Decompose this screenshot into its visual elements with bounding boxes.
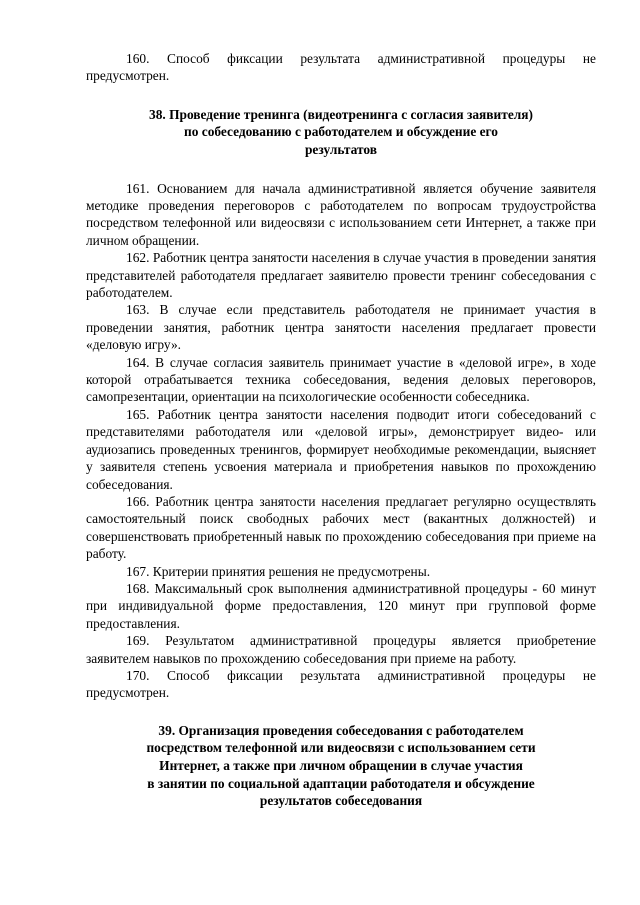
paragraph-167: 167. Критерии принятия решения не предусмотрены. xyxy=(126,563,431,579)
section-38-heading-line-1: 38. Проведение тренинга (видеотренинга с согласия заявителя) xyxy=(149,106,533,122)
document-page xyxy=(86,50,596,810)
section-39-heading-line-4: в занятии по социальной адаптации работодателя и обсуждение xyxy=(147,775,535,791)
section-39-heading-line-1: 39. Организация проведения собеседования с работодателем xyxy=(158,722,524,738)
section-39-heading-line-2: посредством телефонной или видеосвязи с использованием сети xyxy=(146,740,536,756)
paragraph-170: 170. Способ фиксации результата административной процедуры не предусмотрен. xyxy=(86,667,596,701)
section-38-heading-line-2: по собеседованию с работодателем и обсуждение его xyxy=(184,124,498,140)
paragraph-165: 165. Работник центра занятости населения подводит итоги собеседований с представителями работодателя или «деловой игры», демонстрирует видео- или аудиозапись проведенных тренингов, формирует необходимые рекомендации, выясняет у заявителя степень усвоения материала и приобретения навыков по прохождению собеседования. xyxy=(86,406,596,492)
paragraph-164: 164. В случае согласия заявитель принимает участие в «деловой игре», в ходе которой отрабатывается техника собеседования, ведения деловых переговоров, самопрезентации, ориентации на психологические особенности собеседника. xyxy=(86,354,596,405)
paragraph-160: 160. Способ фиксации результата административной процедуры не предусмотрен. xyxy=(86,51,596,84)
paragraph-161: 161. Основанием для начала административной является обучение заявителя методике проведения переговоров с работодателем по вопросам трудоустройства посредством телефонной или видеосвязи с использованием сети Интернет, а также при личном обращении. xyxy=(86,180,596,248)
section-39-heading-line-5: результатов собеседования xyxy=(259,793,423,809)
paragraph-166: 166. Работник центра занятости населения предлагает регулярно осуществлять самостоятельный поиск свободных рабочих мест (вакантных должностей) и совершенствовать приобретенный навык по прохождению собеседования при приеме на работу. xyxy=(86,493,596,562)
section-39-heading-line-3: Интернет, а также при личном обращении в случае участия xyxy=(159,757,523,773)
paragraph-169: 169. Результатом административной процедуры является приобретение заявителем навыков по прохождению собеседования при приеме на работу. xyxy=(86,633,596,666)
paragraph-168: 168. Максимальный срок выполнения административной процедуры - 60 минут при индивидуальной форме предоставления, 120 минут при групповой форме предоставления. xyxy=(86,580,596,631)
section-39-heading xyxy=(86,722,596,810)
paragraph-163: 163. В случае если представитель работодателя не принимает участия в проведении занятия, работник центра занятости населения предлагает провести «деловую игру». xyxy=(86,302,596,353)
paragraph-162: 162. Работник центра занятости населения в случае участия в проведении занятия представителей работодателя предлагает заявителю провести тренинг собеседования с работодателем. xyxy=(86,250,596,301)
section-38-heading-line-3: результатов xyxy=(304,142,378,157)
section-38-heading xyxy=(86,106,596,159)
